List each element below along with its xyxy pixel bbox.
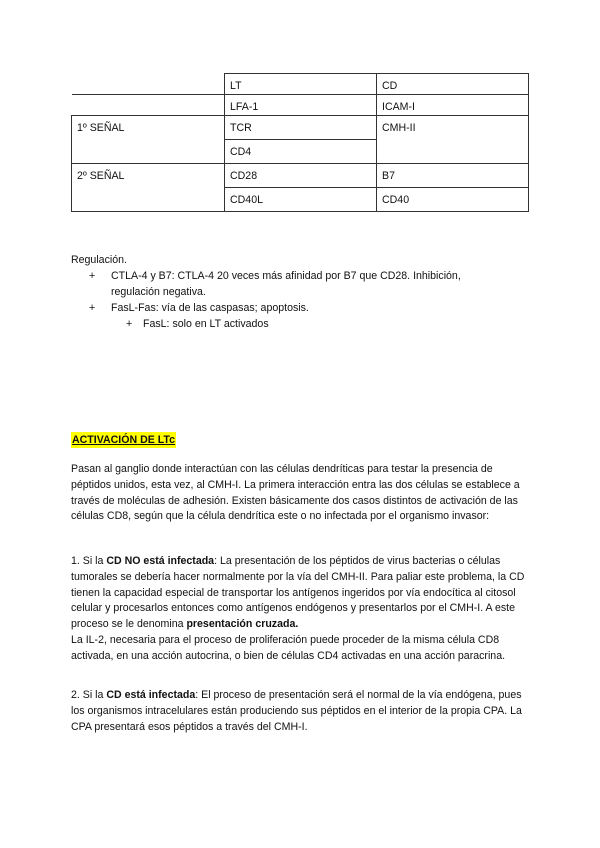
table-cell: CD40L	[225, 188, 377, 212]
table-cell: CD40	[377, 188, 529, 212]
table-row	[72, 116, 529, 140]
case1-bold: CD NO está infectada	[106, 555, 215, 567]
case2-text: : El proceso de presentación será el normal de la vía endógena, pues los organismos intracelulares están produciendo sus péptidos en el interior de la propia CPA. La CPA presentará esos péptidos a través del CMH-I.	[71, 689, 522, 733]
case2-paragraph	[71, 688, 529, 735]
case2-bold: CD está infectada	[106, 689, 196, 701]
bullet-text: CTLA-4 y B7: CTLA-4 20 veces más afinidad por B7 que CD28. Inhibición,	[111, 270, 461, 282]
list-item	[71, 268, 541, 300]
bullet-text-continued: regulación negativa.	[111, 286, 206, 298]
cell-molecule-table	[71, 73, 529, 212]
case1-text: : La presentación de los péptidos de virus bacterias o células tumorales se debería hacer normalmente por la vía del CMH-II. Para paliar este problema, la CD tienen la capacidad especial de transportar los antígenos ingeridos por vía endocítica al citosol celular y procesarlos entonces como antígenos endógenos y presentarlos por el CMH-I. A este proceso se le denomina	[71, 555, 525, 631]
table-cell: TCR	[225, 116, 377, 140]
table-cell: 2º SEÑAL	[72, 164, 225, 212]
paragraph-text: La IL-2, necesaria para el proceso de proliferación puede proceder de la misma célula CD8 activada, en una acción autocrina, o bien de células CD4 activadas en una acción paracrina.	[71, 633, 506, 662]
table-row	[72, 74, 529, 95]
paragraph-text: Pasan al ganglio donde interactúan con las células dendríticas para testar la presencia de péptidos unidos, esta vez, al CMH-I. La primera interacción entra las dos células se establece a través de moléculas de adhesión. Existen básicamente dos casos distintos de activación de las células CD8, según que la célula dendrítica este o no infectada por el organismo invasor:	[71, 463, 520, 523]
table-row	[72, 95, 529, 116]
case1-prefix: 1. Si la	[71, 555, 107, 567]
list-item	[71, 300, 541, 316]
table-cell: 1º SEÑAL	[72, 116, 225, 164]
regulation-section	[71, 252, 541, 332]
paragraph-text	[71, 688, 529, 735]
bullet-text: FasL-Fas: vía de las caspasas; apoptosis.	[111, 302, 309, 314]
section-heading: ACTIVACIÓN DE LTc	[72, 434, 175, 446]
table-cell: LT	[225, 74, 377, 95]
case2-prefix: 2. Si la	[71, 689, 107, 701]
table-cell: LFA-1	[225, 95, 377, 116]
paragraph-text	[71, 554, 529, 633]
bullet-icon: +	[89, 270, 96, 282]
table-cell: CD	[377, 74, 529, 95]
sub-bullet-text: FasL: solo en LT activados	[143, 318, 269, 330]
bullet-icon: +	[126, 318, 133, 330]
sub-list-item	[71, 316, 541, 332]
table-cell: B7	[377, 164, 529, 188]
case1-bold-term: presentación cruzada.	[186, 618, 299, 631]
table-cell: ICAM-I	[377, 95, 529, 116]
table-cell	[72, 95, 225, 116]
table-cell: CD4	[225, 140, 377, 164]
bullet-icon: +	[89, 302, 96, 314]
table-cell	[72, 74, 225, 95]
table-cell: CMH-II	[377, 116, 529, 164]
table-row	[72, 164, 529, 188]
intro-paragraph	[71, 462, 529, 525]
regulation-title: Regulación.	[71, 254, 127, 266]
case1-paragraph	[71, 554, 529, 665]
table-cell: CD28	[225, 164, 377, 188]
